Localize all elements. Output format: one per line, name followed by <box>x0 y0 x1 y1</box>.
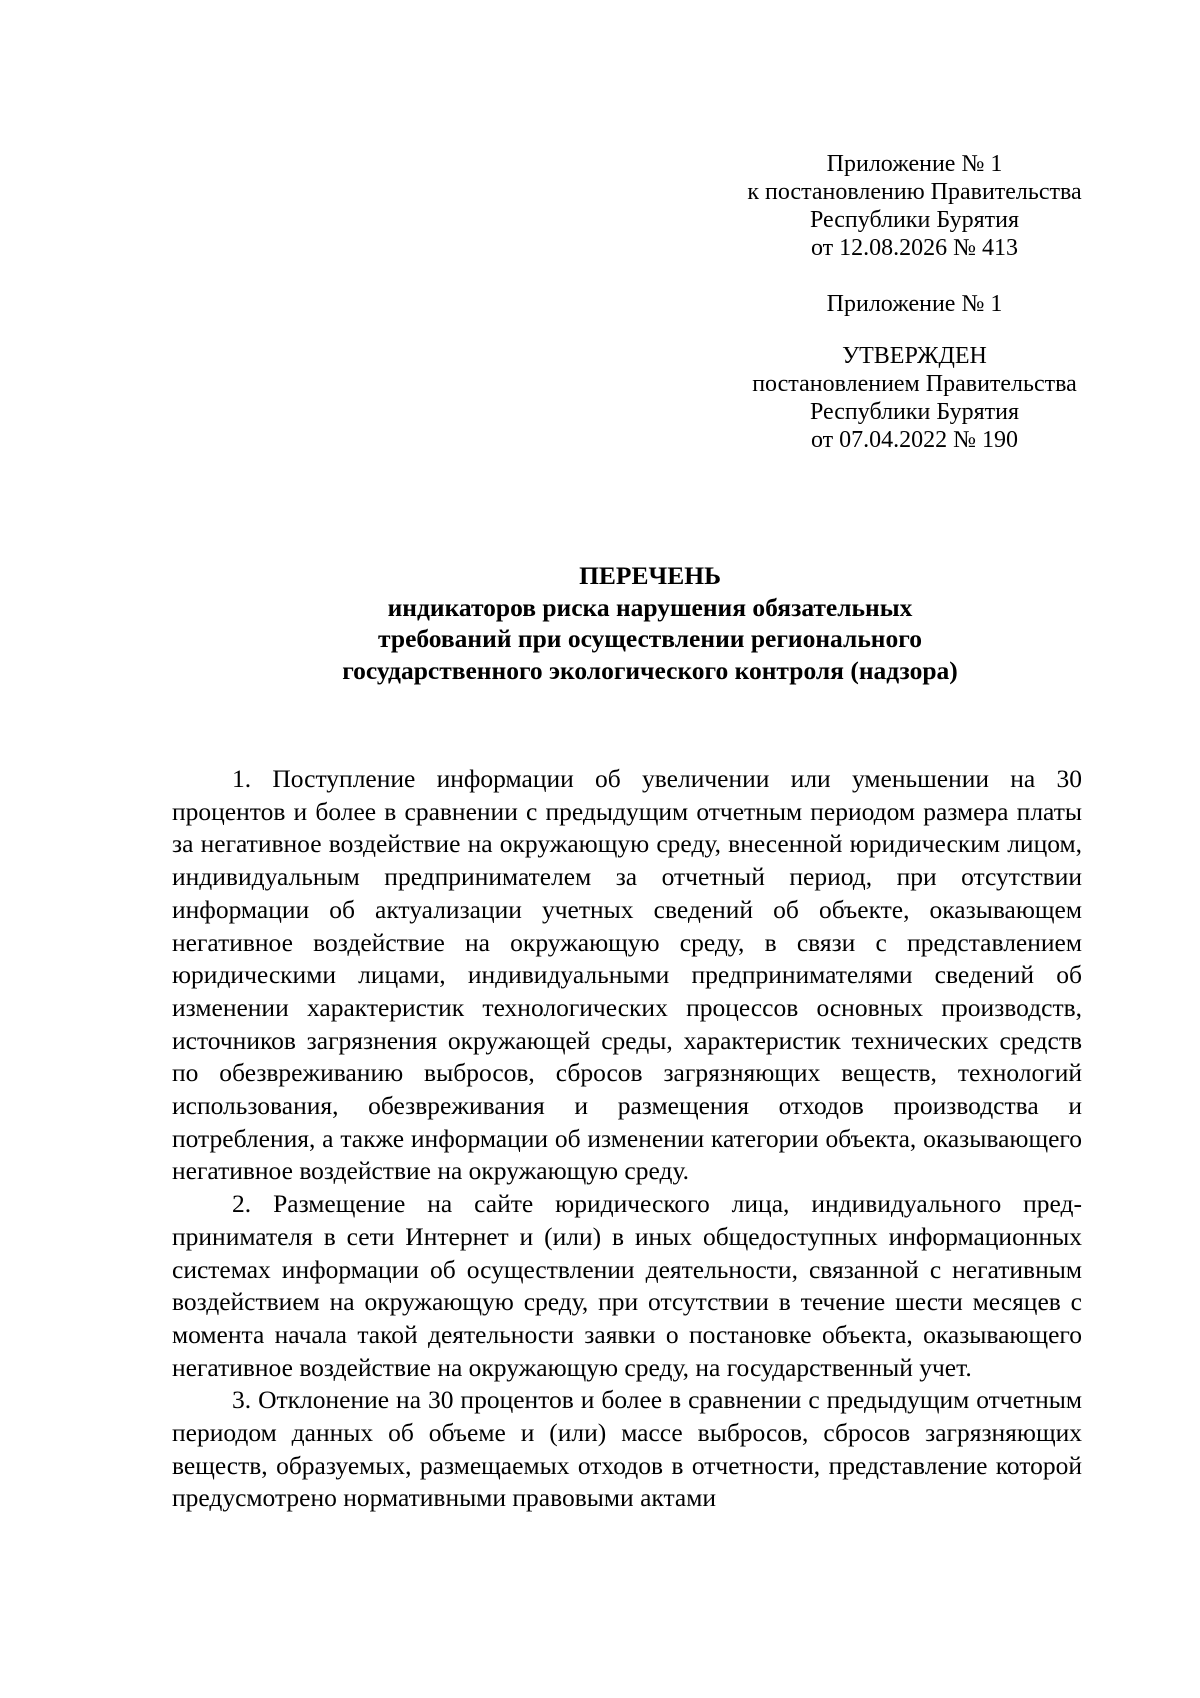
document-body <box>172 763 1082 1515</box>
title-line3: государственного экологического контроля (надзора) <box>342 655 958 685</box>
list-item-1: 1. Поступление информации об увеличении или уменьшении на 30 процентов и более в сравнении с предыдущим отчетным периодом размера платы за негативное воздействие на окружающую среду, внесенной юридическим лицом, индивидуальным предпринимателем за отчетный период, при отсутствии информации об актуализации учетных сведений об объекте, оказывающем негативное воздействие на окружающую среду, в связи с представлением юридическими лицами, индивидуальными предпринимателями сведений об изменении характеристик технологических процессов основных производств, источников загрязнения окружающей среды, характеристик технических средств по обезвреживанию выбросов, сбросов загрязняющих веществ, технологий использования, обезвреживания и размещения отходов производства и потребления, а также информации об изменении категории объекта, оказывающего негативное воздействие на окружающую среду. <box>172 764 1082 1186</box>
approved-line1: постановлением Правительства <box>752 371 1077 397</box>
approved-line3: от 07.04.2022 № 190 <box>810 427 1019 453</box>
title-main: ПЕРЕЧЕНЬ <box>579 561 721 590</box>
list-item-2: 2. Размещение на сайте юридического лица, индивидуального предпринимателя в сети Интернет и (или) в иных общедоступных информационных системах информации об осуществлении деятельности, связанной с негативным воздействием на окружающую среду, при отсутствии в течение шести месяцев с момента начала такой деятельности заявки о постановке объекта, оказывающего негативное воздействие на окружающую среду, на государственный учет. <box>172 1189 1082 1382</box>
appendix1-ref-line1: к постановлению Правительства <box>747 179 1082 205</box>
document-title <box>150 560 1150 686</box>
appendix1-ref-line2: Республики Бурятия <box>810 207 1019 233</box>
title-line2: требований при осуществлении регионального <box>378 624 922 653</box>
appendix2-label: Приложение № 1 <box>826 291 1003 317</box>
list-item-3: 3. Отклонение на 30 процентов и более в сравнении с предыдущим отчетным периодом данных об объеме и (или) массе выбросов, сбросов загрязняющих веществ, образуемых, размещаемых отходов в отчетности, представление которой предусмотрено нормативными правовыми актами <box>172 1385 1082 1513</box>
appendix1-label: Приложение № 1 <box>826 151 1003 177</box>
title-line1: индикаторов риска нарушения обязательных <box>387 592 913 622</box>
appendix1-ref-line3: от 12.08.2026 № 413 <box>810 235 1019 261</box>
approved-label: УТВЕРЖДЕН <box>842 343 987 369</box>
appendix-header <box>742 150 1087 454</box>
approved-line2: Республики Бурятия <box>810 399 1019 425</box>
